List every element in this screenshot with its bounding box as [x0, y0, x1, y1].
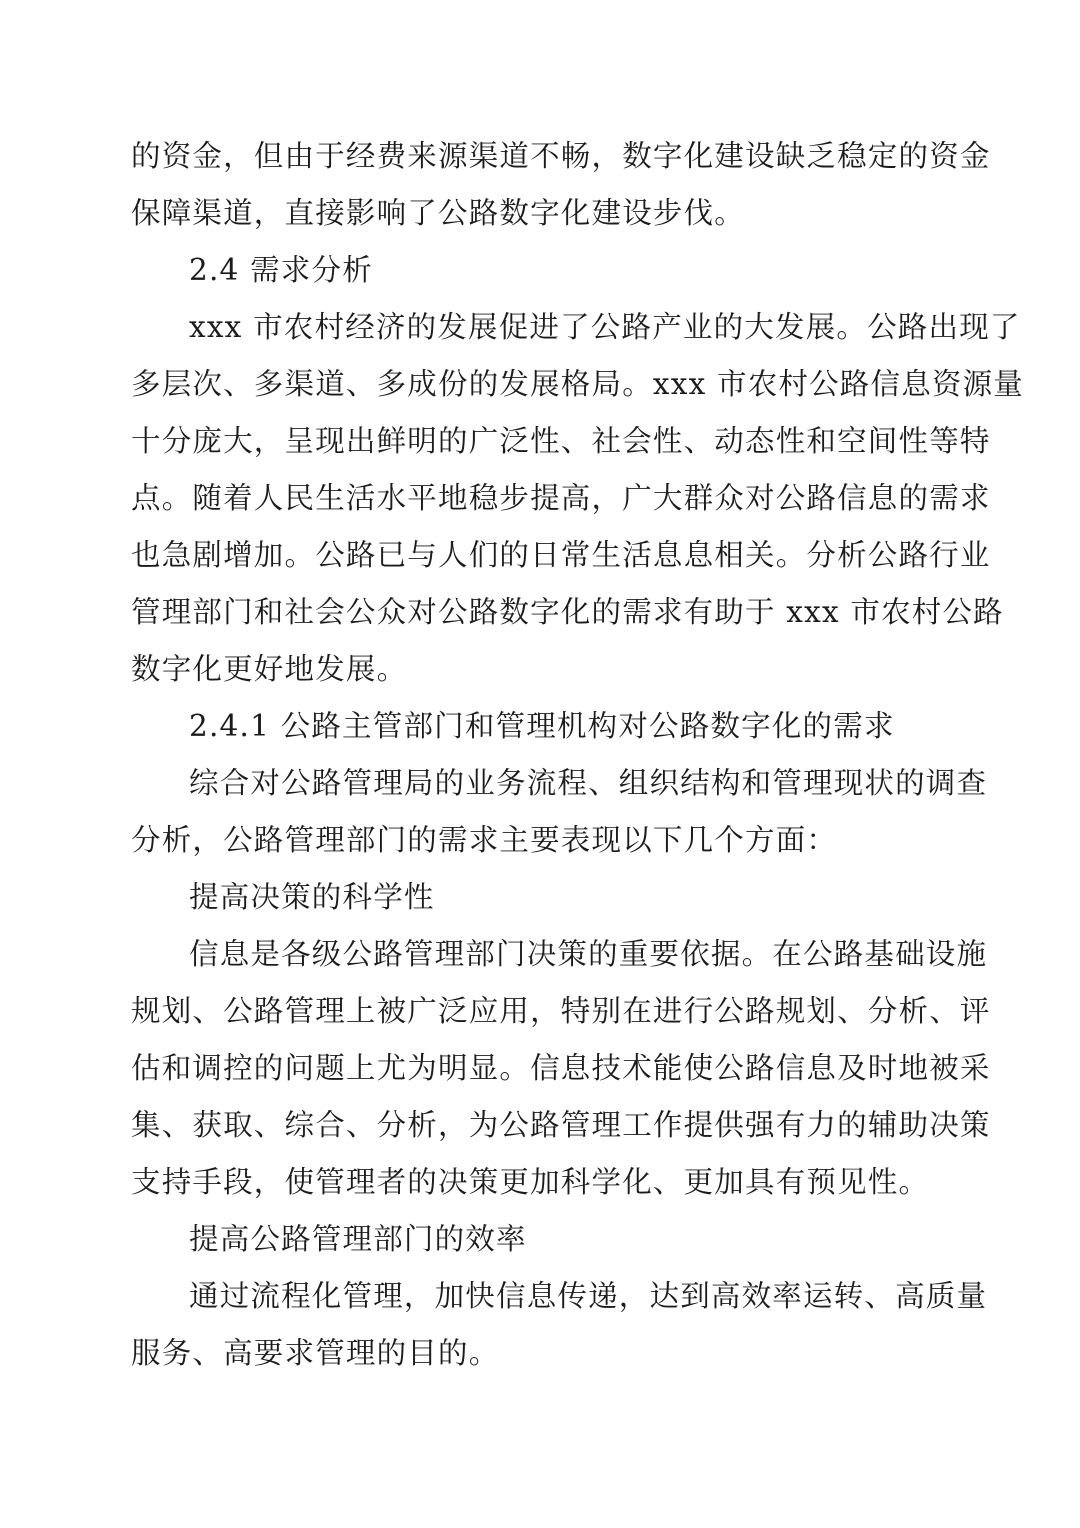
- section-heading: 2.4 需求分析: [189, 253, 373, 287]
- item-heading: 提高公路管理部门的效率: [189, 1222, 527, 1256]
- body-line: 规划、公路管理上被广泛应用，特别在进行公路规划、分析、评: [131, 994, 991, 1028]
- body-line: 点。随着人民生活水平地稳步提高，广大群众对公路信息的需求: [131, 481, 991, 515]
- body-line: 的资金，但由于经费来源渠道不畅，数字化建设缺乏稳定的资金: [131, 139, 991, 173]
- body-line: 综合对公路管理局的业务流程、组织结构和管理现状的调查: [189, 766, 988, 800]
- body-line: xxx 市农村经济的发展促进了公路产业的大发展。公路出现了: [189, 310, 1021, 344]
- body-line: 信息是各级公路管理部门决策的重要依据。在公路基础设施: [189, 937, 988, 971]
- body-line: 多层次、多渠道、多成份的发展格局。xxx 市农村公路信息资源量: [131, 367, 1024, 401]
- body-line: 数字化更好地发展。: [131, 652, 408, 686]
- body-line: 十分庞大，呈现出鲜明的广泛性、社会性、动态性和空间性等特: [131, 424, 991, 458]
- body-line: 管理部门和社会公众对公路数字化的需求有助于 xxx 市农村公路: [131, 595, 1004, 629]
- body-line: 通过流程化管理，加快信息传递，达到高效率运转、高质量: [189, 1279, 988, 1313]
- body-line: 分析，公路管理部门的需求主要表现以下几个方面：: [131, 823, 838, 857]
- body-line: 服务、高要求管理的目的。: [131, 1336, 500, 1370]
- body-line: 估和调控的问题上尤为明显。信息技术能使公路信息及时地被采: [131, 1051, 991, 1085]
- body-line: 也急剧增加。公路已与人们的日常生活息息相关。分析公路行业: [131, 538, 991, 572]
- body-line: 支持手段，使管理者的决策更加科学化、更加具有预见性。: [131, 1165, 930, 1199]
- body-line: 集、获取、综合、分析，为公路管理工作提供强有力的辅助决策: [131, 1108, 991, 1142]
- item-heading: 提高决策的科学性: [189, 880, 435, 914]
- body-line: 保障渠道，直接影响了公路数字化建设步伐。: [131, 196, 746, 230]
- subsection-heading: 2.4.1 公路主管部门和管理机构对公路数字化的需求: [189, 709, 895, 743]
